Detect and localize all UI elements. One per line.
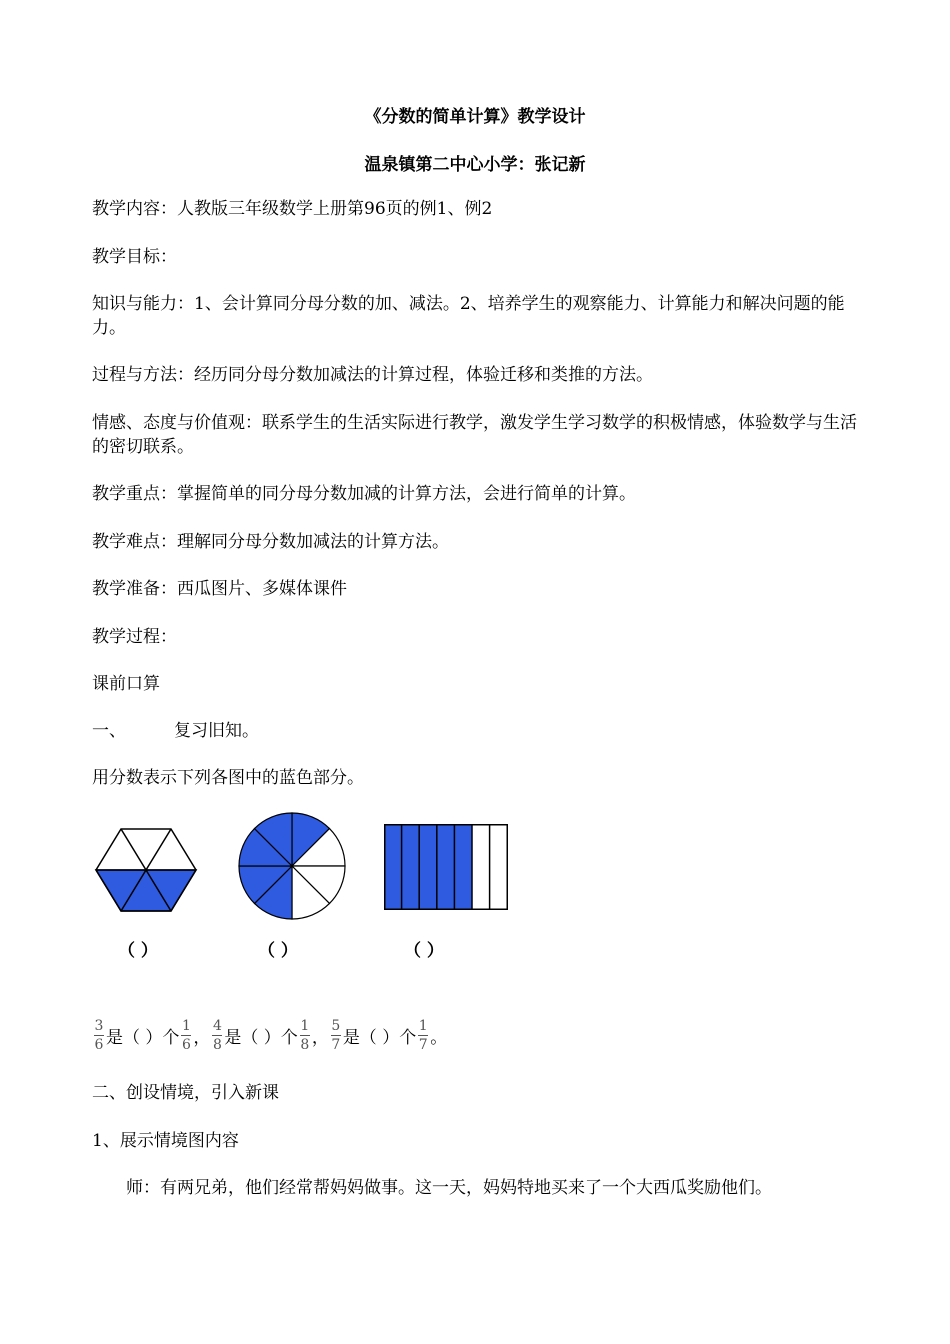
fraction-1-8: $\frac{1}{8}$	[300, 1017, 310, 1053]
rectangle-figure	[384, 824, 508, 910]
section-1-title: 复习旧知。	[174, 721, 259, 741]
teacher-line: 师：有两兄弟，他们经常帮妈妈做事。这一天，妈妈特地买来了一个大西瓜奖励他们。	[126, 1178, 772, 1198]
oral-calc: 课前口算	[92, 674, 160, 694]
teaching-key-point: 教学重点：掌握简单的同分母分数加减的计算方法，会进行简单的计算。	[92, 484, 636, 504]
fraction-3-6: $\frac{3}{6}$	[94, 1017, 104, 1053]
document-author: 温泉镇第二中心小学：张记新	[364, 155, 586, 175]
goal-knowledge: 知识与能力：1、会计算同分母分数的加、减法。2、培养学生的观察能力、计算能力和解决问题的能力。	[92, 294, 845, 338]
fraction-1-6: $\frac{1}{6}$	[181, 1017, 191, 1053]
answer-blank-rectangle: （ ）	[404, 941, 444, 961]
teaching-content: 教学内容：人教版三年级数学上册第96页的例1、例2	[92, 199, 493, 219]
goal-process: 过程与方法：经历同分母分数加减法的计算过程，体验迁移和类推的方法。	[92, 365, 653, 385]
subsection-1: 1、展示情境图内容	[92, 1131, 239, 1151]
circle-figure	[238, 812, 346, 920]
instruction-text: 用分数表示下列各图中的蓝色部分。	[92, 768, 364, 788]
answer-blank-hexagon: （ ）	[118, 941, 158, 961]
goal-emotion: 情感、态度与价值观：联系学生的生活实际进行教学，激发学生学习数学的积极情感，体验数学与生活的密切联系。	[92, 413, 857, 457]
fraction-5-7: $\frac{5}{7}$	[331, 1017, 341, 1053]
teaching-goals-heading: 教学目标：	[92, 247, 177, 267]
section-1-heading	[92, 719, 867, 743]
fraction-exercise-line: $\frac{3}{6}$ 是（ ）个 $\frac{1}{6}$ ， $\frac{4}{8}$ 是（ ）个 $\frac{1}{8}$ ， $\frac{5}{7}$ 是（ ）个 $\frac{1}{7}$ 。	[94, 1017, 448, 1053]
fraction-1-7: $\frac{1}{7}$	[418, 1017, 428, 1053]
teaching-prep: 教学准备：西瓜图片、多媒体课件	[92, 579, 347, 599]
section-2-heading: 二、创设情境，引入新课	[92, 1083, 279, 1103]
hexagon-figure	[96, 829, 196, 911]
teaching-process-heading: 教学过程：	[92, 627, 177, 647]
answer-blank-circle: （ ）	[258, 941, 298, 961]
document-title: 《分数的简单计算》教学设计	[364, 107, 586, 127]
fraction-4-8: $\frac{4}{8}$	[212, 1017, 222, 1053]
teaching-difficulty: 教学难点：理解同分母分数加减法的计算方法。	[92, 532, 449, 552]
section-1-number: 一、	[92, 721, 126, 741]
